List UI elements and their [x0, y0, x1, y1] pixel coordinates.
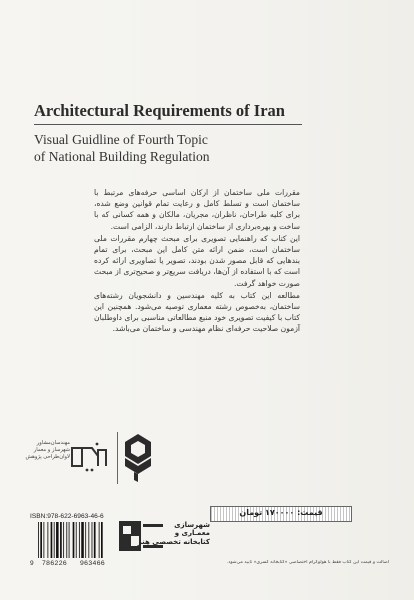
publisher-line-2: شهرساز و معمار	[33, 447, 70, 453]
description-paragraph-3: مطالعه این کتاب به کلیه مهندسین و دانشجویان رشته‌های ساختمان، به‌خصوص رشته معماری توصیه می‌شود. همچنین این کتاب با کیفیت تصویری خود منبع مطالعاتی مناسبی برای داوطلبان آزمون صلاحیت حرفه‌ای نظام مهندسی و ساختمان می‌باشد.	[94, 290, 300, 334]
barcode-group-1: 786226	[42, 560, 68, 567]
bookstore-line-3: کتابخانه تخصصی هنر	[137, 537, 210, 546]
description-text	[94, 187, 300, 336]
bookstore-logo-icon	[118, 520, 166, 552]
publisher-line-1: مهندسان‌مشاور	[36, 440, 70, 446]
logo-divider	[117, 432, 118, 484]
isbn-text: ISBN:978-622-6963-46-6	[30, 513, 104, 520]
bookstore-name	[137, 521, 210, 546]
bookstore-line-1: شهرسازی	[174, 521, 210, 529]
barcode-group-2: 963466	[80, 560, 106, 567]
price-label: قیمت: ۱۷۰۰۰۰ تومان	[239, 508, 323, 517]
publisher-logo-icon	[68, 440, 114, 474]
subtitle-line-1: Visual Guidline of Fourth Topic	[34, 132, 208, 147]
description-paragraph-2: این کتاب که راهنمایی تصویری برای مبحث چهارم مقررات ملی ساختمان است، ضمن ارائه متن کامل این مبحث، برای تمام بندهایی که قابل مصور شدن بودند، تصویر یا تصاویری ارائه کرده است که با استفاده از آن‌ها، دریافت سریع‌تر و صحیح‌تری از مبحث صورت خواهد گرفت.	[94, 233, 300, 288]
publisher-name	[20, 440, 70, 461]
book-subtitle	[34, 131, 210, 165]
barcode-icon	[38, 522, 110, 558]
price-sticker	[210, 506, 352, 522]
bookstore-line-2: معمـاری و	[174, 529, 210, 538]
imprint-logo-icon	[122, 432, 154, 482]
subtitle-line-2: of National Building Regulation	[34, 149, 210, 164]
title-divider	[34, 124, 302, 125]
book-title: Architectural Requirements of Iran	[34, 101, 285, 120]
publisher-line-3: لاوان‌طراحی پژوهش	[25, 454, 70, 460]
description-paragraph-1: مقررات ملی ساختمان از ارکان اساسی حرفه‌های مرتبط با ساختمان است و تسلط کامل و رعایت تمام قوانین وضع شده، برای کلیه طراحان، ناظران، مجریان، مالکان و همه کسانی که با ساخت و بهره‌برداری از ساختمان ارتباط دارند، الزامی است.	[94, 188, 300, 231]
authenticity-note: اصالت و قیمت این کتاب فقط با هولوگرام اختصاصی «کتابخانه کسری» تأیید می‌شود.	[226, 560, 389, 565]
barcode-lead-digit: 9	[30, 560, 34, 567]
